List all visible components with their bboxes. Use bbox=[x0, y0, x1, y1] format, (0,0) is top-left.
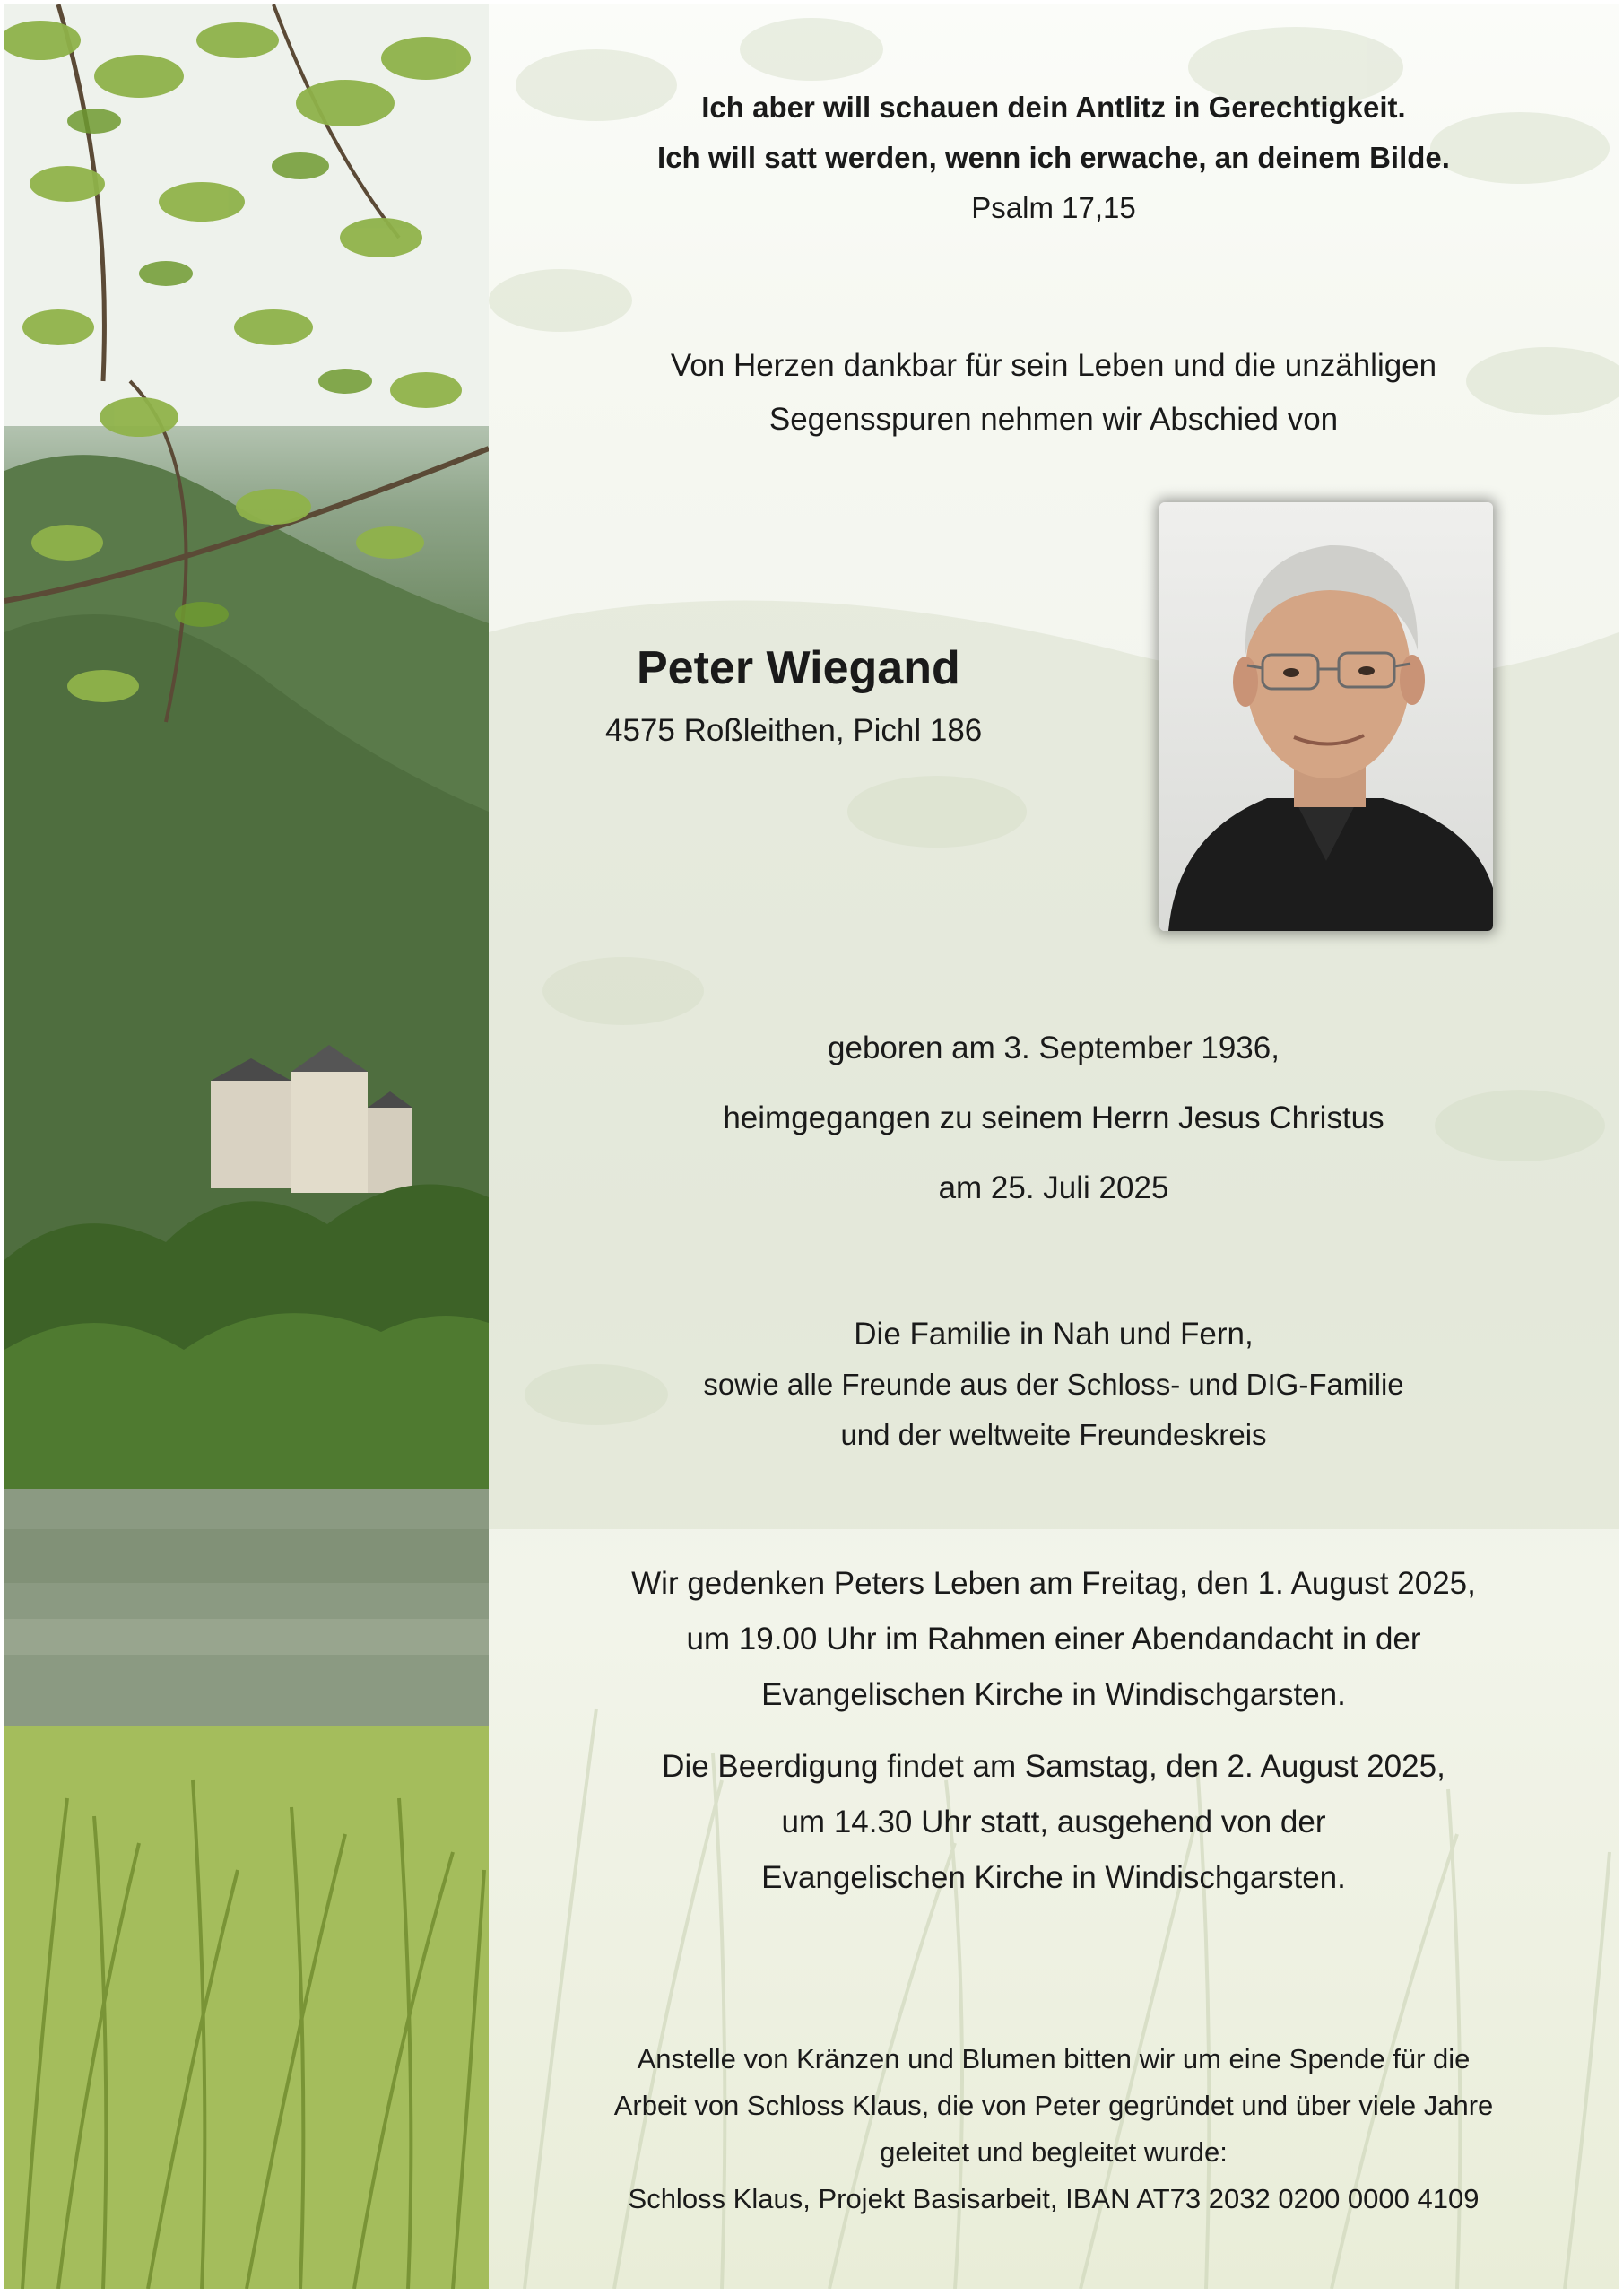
landscape-photo bbox=[4, 4, 489, 2289]
bible-verse bbox=[489, 83, 1619, 233]
family-line-3: und der weltweite Freundeskreis bbox=[840, 1418, 1267, 1451]
portrait-illustration bbox=[1159, 502, 1493, 931]
donation-note bbox=[489, 2036, 1619, 2222]
donation-line-2: Arbeit von Schloss Klaus, die von Peter gegründet und über viele Jahre bbox=[613, 2090, 1494, 2121]
memorial-line-3: Evangelischen Kirche in Windischgarsten. bbox=[761, 1677, 1346, 1712]
intro-line-1: Von Herzen dankbar für sein Leben und die unzähligen bbox=[670, 348, 1437, 383]
donation-line-3: geleitet und begleitet wurde: bbox=[880, 2136, 1228, 2168]
funeral-line-3: Evangelischen Kirche in Windischgarsten. bbox=[761, 1860, 1346, 1895]
family-line-2: sowie alle Freunde aus der Schloss- und DIG-Familie bbox=[703, 1368, 1404, 1401]
life-dates bbox=[489, 1013, 1619, 1223]
donation-bank-details: Schloss Klaus, Projekt Basisarbeit, IBAN AT73 2032 0200 0000 4109 bbox=[628, 2183, 1480, 2214]
service-info bbox=[489, 1556, 1619, 1906]
passing-text: heimgegangen zu seinem Herrn Jesus Christus bbox=[723, 1100, 1384, 1135]
portrait-photo bbox=[1159, 502, 1493, 931]
deceased-info bbox=[605, 632, 1072, 758]
deceased-address: 4575 Roßleithen, Pichl 186 bbox=[605, 713, 983, 748]
verse-line-1: Ich aber will schauen dein Antlitz in Gerechtigkeit. bbox=[701, 91, 1406, 124]
funeral-line-1: Die Beerdigung findet am Samstag, den 2. August 2025, bbox=[662, 1749, 1445, 1784]
verse-line-2: Ich will satt werden, wenn ich erwache, an deinem Bilde. bbox=[657, 141, 1450, 174]
obituary-content bbox=[489, 0, 1619, 2296]
mourners bbox=[489, 1309, 1619, 1460]
landscape-illustration bbox=[4, 4, 489, 2289]
birth-date: geboren am 3. September 1936, bbox=[828, 1031, 1280, 1065]
donation-line-1: Anstelle von Kränzen und Blumen bitten wir um eine Spende für die bbox=[637, 2043, 1471, 2074]
family-line-1: Die Familie in Nah und Fern, bbox=[854, 1317, 1254, 1352]
memorial-line-2: um 19.00 Uhr im Rahmen einer Abendandacht in der bbox=[686, 1622, 1421, 1657]
funeral-line-2: um 14.30 Uhr statt, ausgehend von der bbox=[781, 1805, 1326, 1839]
memorial-line-1: Wir gedenken Peters Leben am Freitag, den 1. August 2025, bbox=[631, 1566, 1476, 1601]
passing-date: am 25. Juli 2025 bbox=[938, 1170, 1169, 1205]
farewell-intro bbox=[489, 339, 1619, 447]
verse-reference: Psalm 17,15 bbox=[971, 191, 1136, 224]
intro-line-2: Segensspuren nehmen wir Abschied von bbox=[768, 402, 1339, 437]
deceased-name: Peter Wiegand bbox=[637, 642, 960, 694]
